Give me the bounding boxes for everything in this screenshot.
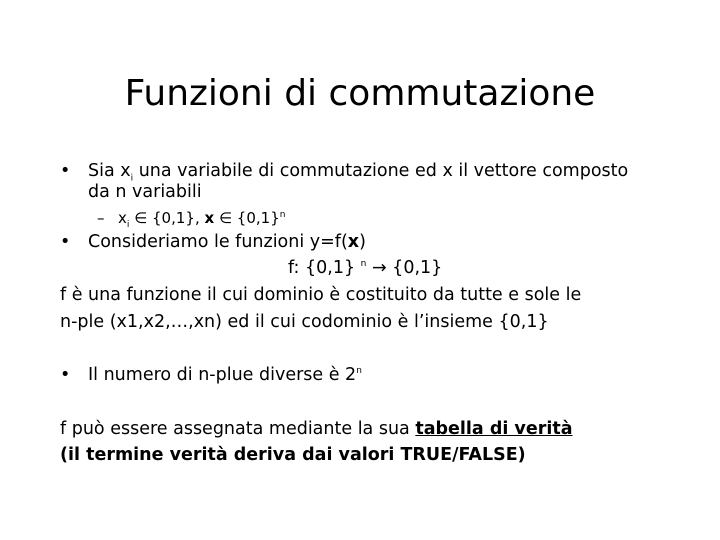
mapping-pre: f: {0,1}: [288, 258, 361, 278]
bullet-3-text: Il numero di n-plue diverse è 2: [88, 365, 357, 385]
mapping-superscript: n: [360, 259, 367, 270]
paragraph-2-line-1: [60, 418, 573, 440]
bullet-2-text-post: ): [359, 232, 366, 252]
bullet-2-text-pre: Consideriamo le funzioni y=f(: [88, 232, 348, 252]
bullet-2-vector-x: x: [347, 232, 360, 252]
slide-title: Funzioni di commutazione: [124, 73, 596, 114]
sub-bullet-x: x: [118, 209, 127, 227]
bullet-1-text-pre: Sia x: [88, 161, 131, 181]
sub-bullet-in-2: ∈ {0,1}: [214, 209, 280, 227]
sub-bullet-line: [118, 207, 285, 229]
mapping-post: → {0,1}: [366, 258, 443, 278]
bullet-1-subscript: i: [130, 173, 134, 184]
sub-bullet-vector-x: x: [204, 209, 215, 227]
paragraph-2-text: f può essere assegnata mediante la sua: [60, 419, 416, 439]
paragraph-1-line-1: f è una funzione il cui dominio è costituito da tutte e sole le: [60, 285, 582, 305]
bullet-2-line: [88, 231, 366, 253]
bullet-1-line-2: da n variabili: [88, 182, 202, 202]
paragraph-2-line-2: (il termine verità deriva dai valori TRUE/FALSE): [60, 445, 526, 465]
bullet-1-line-1: [88, 160, 628, 182]
sub-bullet-superscript: n: [279, 210, 286, 220]
sub-bullet-in-1: ∈ {0,1},: [129, 209, 205, 227]
bullet-3-line: [88, 364, 362, 386]
bullet-icon: •: [60, 365, 71, 385]
bullet-1-text-post: una variabile di commutazione ed x il vettore composto: [133, 161, 629, 181]
truth-table-term: tabella di verità: [415, 419, 573, 439]
dash-icon: –: [97, 209, 105, 227]
function-mapping: [288, 257, 442, 279]
paragraph-1-line-2: n-ple (x1,x2,…,xn) ed il cui codominio è l’insieme {0,1}: [60, 312, 549, 332]
bullet-3-superscript: n: [356, 366, 362, 377]
bullet-icon: •: [60, 161, 71, 181]
bullet-icon: •: [60, 232, 71, 252]
sub-bullet-subscript: i: [126, 220, 130, 230]
